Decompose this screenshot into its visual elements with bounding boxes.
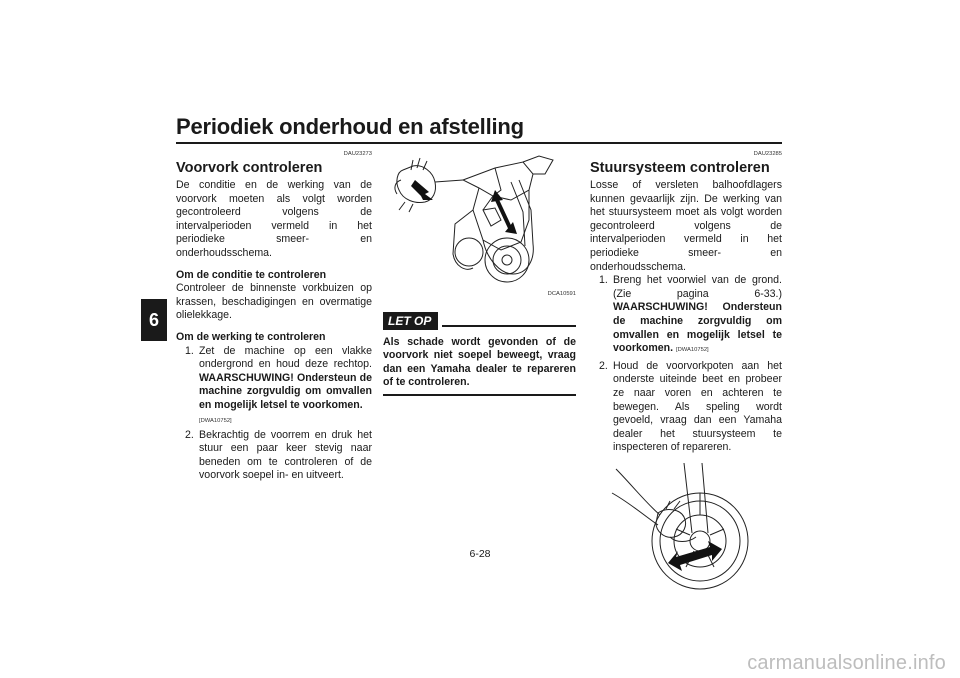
motorcycle-fork-illustration [383,150,576,286]
watermark: carmanualsonline.info [747,652,946,674]
section-code: DAU23273 [343,151,372,157]
warning-text: WAARSCHUWING! Ondersteun de machine zorgvuldig om omvallen en mogelijk letsel te voorkomen. [613,301,782,355]
section-code: DAU23285 [753,151,782,157]
section-heading: Voorvork controleren [176,160,323,176]
steering-check-section [590,150,782,597]
notice-label: LET OP [383,312,438,330]
notice-bottom-rule [383,394,576,396]
chapter-tab: 6 [141,299,167,341]
warning-code: [DWA10752] [676,347,709,354]
list-item: 2. Houd de voorvorkpoten aan het onderste uiteinde beet en probeer ze naar voren en achteren te bewegen. Als speling wordt gevoeld, vraag dan een Yamaha dealer het stuursysteem te inspecteren of repareren. [599,359,782,454]
list-item: 1. Zet de machine op een vlakke ondergrond en houd deze rechtop. WAARSCHUWING! Ondersteun de machine zorgvuldig om omvallen en mogelijk letsel te voorkomen. [DWA10752] [185,344,372,424]
section-intro: De conditie en de werking van de voorvork moeten als volgt worden gecontroleerd volgens de intervalperioden vermeld in het periodieke smeer- en onderhoudsschema. [176,179,372,259]
wheel-hands-illustration-icon [610,463,760,593]
steering-steps [590,274,782,455]
notice-text: Als schade wordt gevonden of de voorvork niet soepel beweegt, vraag dan een Yamaha dealer te repareren of te controleren. [383,335,576,389]
operation-steps [176,345,372,483]
page-title: Periodiek onderhoud en afstelling [176,114,524,139]
section-intro: Losse of versleten balhoofdlagers kunnen gevaarlijk zijn. De werking van het stuursysteem moet als volgt worden gecontroleerd volgens de intervalperioden vermeld in het periodieke smeer- en onderhoudsschema. [590,179,782,273]
figure-code: DCA10591 [547,291,576,297]
warning-text: WAARSCHUWING! Ondersteun de machine zorgvuldig om omvallen en mogelijk letsel te voorkomen. [199,371,372,411]
list-item: 1. Breng het voorwiel van de grond. (Zie pagina 6-33.) WAARSCHUWING! Ondersteun de machine zorgvuldig om omvallen en mogelijk letsel te voorkomen. [DWA10752] [599,274,782,355]
motorcycle-illustration-icon [383,150,576,286]
subheading-condition: Om de conditie te controleren [176,268,327,281]
notice-rule [442,325,576,327]
page-number: 6-28 [469,548,491,560]
fork-check-section [176,150,372,483]
list-item: 2. Bekrachtig de voorrem en druk het stuur een paar keer stevig naar beneden om te controleren of de voorvork soepel in- en uitveert. [185,428,372,482]
subheading-operation: Om de werking te controleren [176,330,326,343]
condition-text: Controleer de binnenste vorkbuizen op krassen, beschadigingen en overmatige olielekkage. [176,282,372,322]
section-heading: Stuursysteem controleren [590,160,770,176]
notice-header [383,312,576,330]
warning-code: [DWA10752] [199,417,232,424]
steering-illustration [610,463,782,598]
fork-figure-column [383,150,576,396]
header-divider [176,142,782,144]
